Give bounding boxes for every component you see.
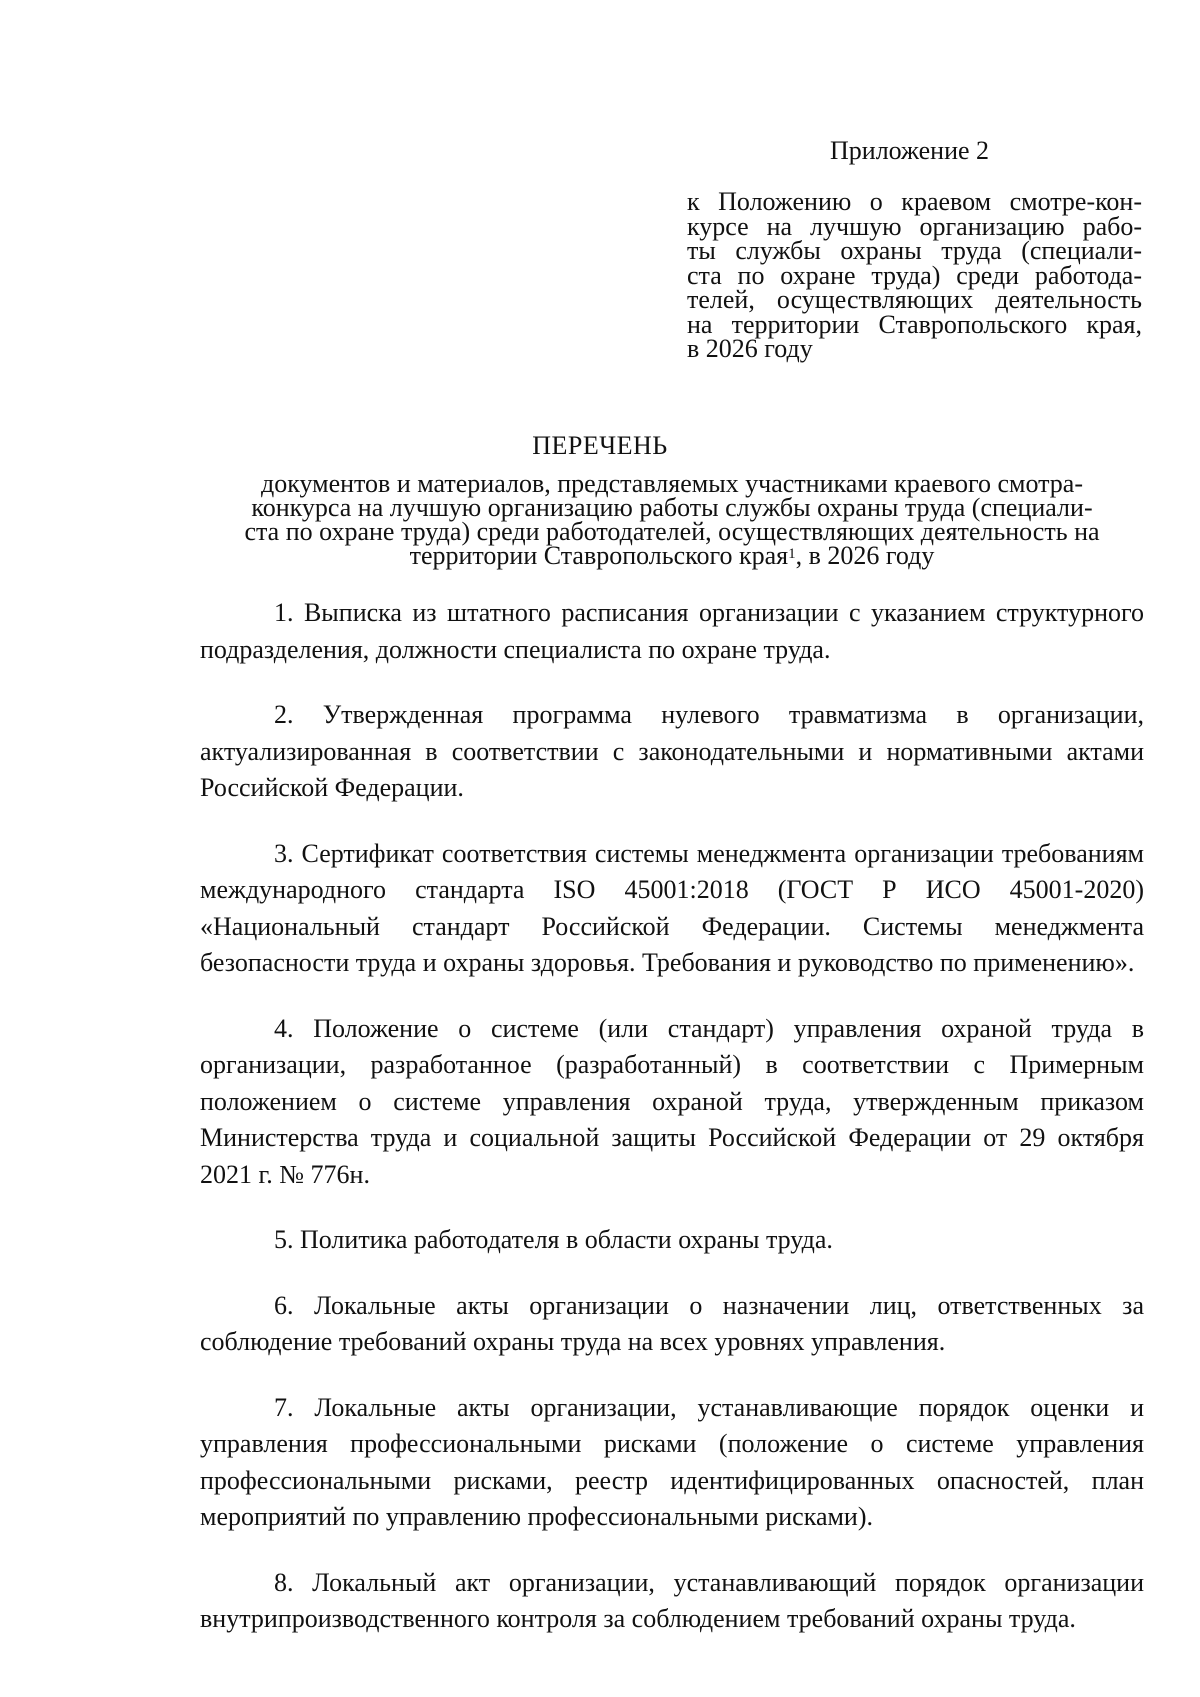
subtitle-line bbox=[200, 541, 1144, 570]
document-title: ПЕРЕЧЕНЬ bbox=[532, 431, 668, 460]
subtitle-line: документов и материалов, представляемых участниками краевого смотра- bbox=[260, 469, 1084, 498]
footnote-mark: 1 bbox=[788, 546, 796, 562]
document-list bbox=[200, 595, 1144, 1667]
appendix-label: Приложение 2 bbox=[830, 136, 990, 165]
subtitle-text: территории Ставропольского края bbox=[409, 541, 789, 570]
subtitle-text: , в 2026 году bbox=[795, 541, 935, 570]
list-item: 4. Положение о системе (или стандарт) управления охраной труда в организации, разработанное (разработанный) в соответствии с Примерным положением о системе управления охраной труда, утвержденным приказом Министерства труда и социальной защиты Российской Федерации от 29 октября 2021 г. № 776н. bbox=[200, 1013, 1144, 1189]
appendix-reference bbox=[687, 187, 1142, 363]
subtitle-line: конкурса на лучшую организацию работы службы охраны труда (специали- bbox=[251, 493, 1093, 522]
list-item: 3. Сертификат соответствия системы менеджмента организации требованиям международного стандарта ISO 45001:2018 (ГОСТ Р ИСО 45001-2020) «Национальный стандарт Российской Федерации. Системы менеджмента безопасности труда и охраны здоровья. Требования и руководство по применению». bbox=[200, 838, 1144, 977]
list-item: 5. Политика работодателя в области охраны труда. bbox=[274, 1225, 833, 1254]
appendix-reference-line: в 2026 году bbox=[687, 334, 813, 363]
list-item: 7. Локальные акты организации, устанавливающие порядок оценки и управления профессиональными рисками (положение о системе управления профессиональными рисками, реестр идентифицированных опасностей, план мероприятий по управлению профессиональными рисками). bbox=[200, 1392, 1144, 1531]
list-item: 2. Утвержденная программа нулевого травматизма в организации, актуализированная в соответствии с законодательными и нормативными актами Российской Федерации. bbox=[200, 700, 1144, 802]
list-item: 8. Локальный акт организации, устанавливающий порядок организации внутрипроизводственного контроля за соблюдением требований охраны труда. bbox=[200, 1567, 1144, 1633]
appendix-reference-line: ты службы охраны труда (специали- bbox=[687, 236, 1142, 265]
subtitle-line: ста по охране труда) среди работодателей, осуществляющих деятельность на bbox=[244, 517, 1100, 546]
appendix-reference-line: на территории Ставропольского края, bbox=[687, 309, 1142, 339]
document-subtitle bbox=[200, 469, 1144, 570]
appendix-reference-line: ста по охране труда) среди работода- bbox=[687, 260, 1142, 290]
appendix-reference-line: курсе на лучшую организацию рабо- bbox=[687, 211, 1142, 241]
list-item: 1. Выписка из штатного расписания организации с указанием структурного подразделения, должности специалиста по охране труда. bbox=[200, 598, 1144, 664]
appendix-reference-line: телей, осуществляющих деятельность bbox=[687, 285, 1142, 314]
list-item: 6. Локальные акты организации о назначении лиц, ответственных за соблюдение требований охраны труда на всех уровнях управления. bbox=[200, 1290, 1144, 1356]
appendix-reference-line: к Положению о краевом смотре-кон- bbox=[687, 187, 1142, 216]
